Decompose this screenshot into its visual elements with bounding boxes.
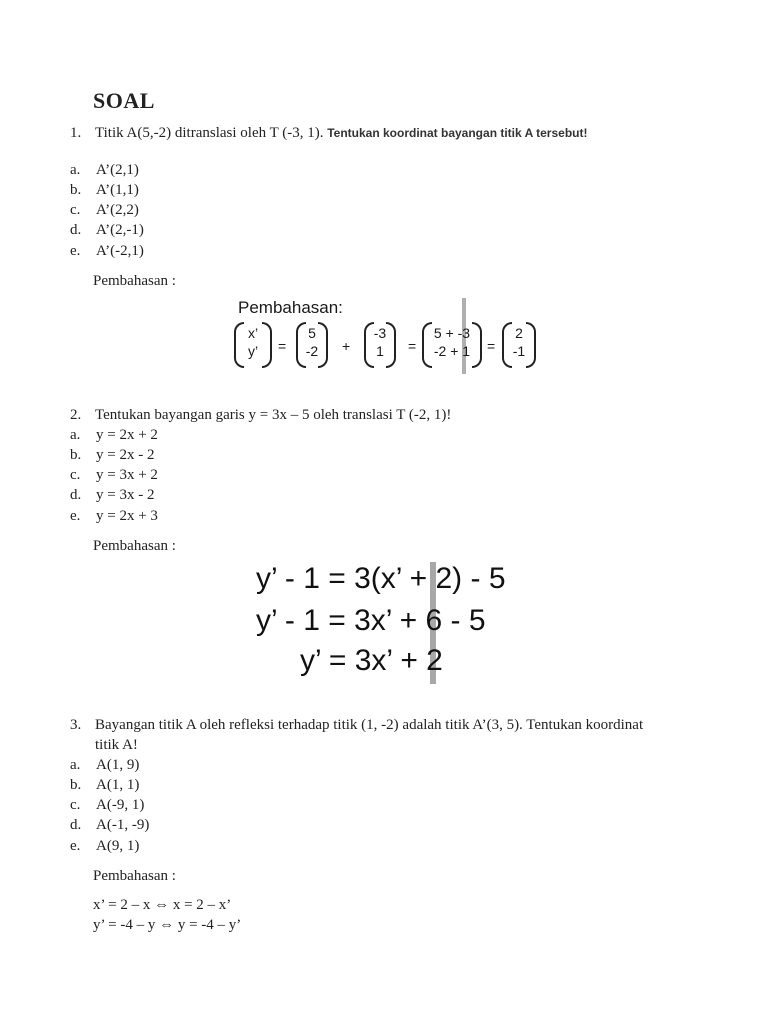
question-number: 2.	[70, 407, 82, 423]
vector-result	[502, 322, 536, 364]
solution-figure-1	[226, 298, 546, 374]
pembahasan-label: Pembahasan :	[93, 273, 176, 289]
vector-xy-prime	[234, 322, 272, 364]
option-label: c.	[70, 797, 81, 813]
option-text: A(-1, -9)	[96, 817, 150, 833]
option-text: A’(2,1)	[96, 162, 139, 178]
option-label: b.	[70, 182, 82, 198]
equals-sign: =	[487, 338, 496, 354]
vector-entry: x’	[247, 325, 259, 341]
option-text: A(-9, 1)	[96, 797, 145, 813]
option-text: y = 2x + 3	[96, 508, 158, 524]
option-text: A(1, 1)	[96, 777, 140, 793]
vector-entry: -3	[373, 325, 387, 341]
vector-entry: 5	[308, 325, 316, 341]
question-text	[95, 125, 587, 142]
question-text: Tentukan bayangan garis y = 3x – 5 oleh translasi T (-2, 1)!	[95, 407, 452, 423]
vector-point-a	[296, 322, 328, 364]
solution-heading: Pembahasan:	[238, 298, 343, 317]
solution-line: x’ = 2 – x ⇔ x = 2 – x’	[93, 897, 232, 913]
pembahasan-label: Pembahasan :	[93, 868, 176, 884]
option-label: c.	[70, 467, 81, 483]
option-label: a.	[70, 162, 81, 178]
option-label: a.	[70, 757, 81, 773]
option-text: A(9, 1)	[96, 838, 140, 854]
option-text: A’(2,2)	[96, 202, 139, 218]
plus-sign: +	[342, 338, 351, 354]
option-label: b.	[70, 447, 82, 463]
vector-entry: y’	[247, 343, 259, 359]
vector-entry: 1	[376, 343, 384, 359]
option-label: c.	[70, 202, 81, 218]
option-label: b.	[70, 777, 82, 793]
question-number: 1.	[70, 125, 82, 141]
option-text: A(1, 9)	[96, 757, 140, 773]
vector-translation	[364, 322, 396, 364]
option-label: d.	[70, 817, 82, 833]
pembahasan-label: Pembahasan :	[93, 538, 176, 554]
equals-sign: =	[278, 338, 287, 354]
option-text: y = 2x + 2	[96, 427, 158, 443]
equation-line: y’ - 1 = 3x’ + 6 - 5	[256, 604, 486, 637]
equation-line: y’ = 3x’ + 2	[300, 644, 443, 677]
equation-line: y’ - 1 = 3(x’ + 2) - 5	[256, 562, 506, 595]
vector-entry: 5 + -3	[433, 325, 471, 341]
option-text: A’(1,1)	[96, 182, 139, 198]
vector-entry: -1	[512, 343, 526, 359]
option-text: y = 3x + 2	[96, 467, 158, 483]
question-text-bold: Tentukan koordinat bayangan titik A tersebut!	[327, 126, 588, 140]
option-label: d.	[70, 222, 82, 238]
equals-sign: =	[408, 338, 417, 354]
option-label: e.	[70, 508, 81, 524]
solution-line: y’ = -4 – y ⇔ y = -4 – y’	[93, 917, 242, 933]
question-text-plain: Titik A(5,-2) ditranslasi oleh T (-3, 1).	[95, 125, 324, 141]
question-text: Bayangan titik A oleh refleksi terhadap titik (1, -2) adalah titik A’(3, 5). Tentukan koordinat	[95, 717, 644, 733]
vector-sum	[422, 322, 482, 364]
option-label: e.	[70, 838, 81, 854]
page-title: SOAL	[93, 88, 155, 113]
option-label: a.	[70, 427, 81, 443]
option-text: y = 2x - 2	[96, 447, 155, 463]
vector-entry: -2	[305, 343, 319, 359]
question-number: 3.	[70, 717, 82, 733]
option-text: y = 3x - 2	[96, 487, 155, 503]
solution-figure-2	[250, 562, 530, 684]
option-label: e.	[70, 243, 81, 259]
vector-entry: -2 + 1	[433, 343, 471, 359]
option-text: A’(-2,1)	[96, 243, 144, 259]
vector-entry: 2	[515, 325, 523, 341]
question-text: titik A!	[95, 737, 138, 753]
option-label: d.	[70, 487, 82, 503]
option-text: A’(2,-1)	[96, 222, 144, 238]
